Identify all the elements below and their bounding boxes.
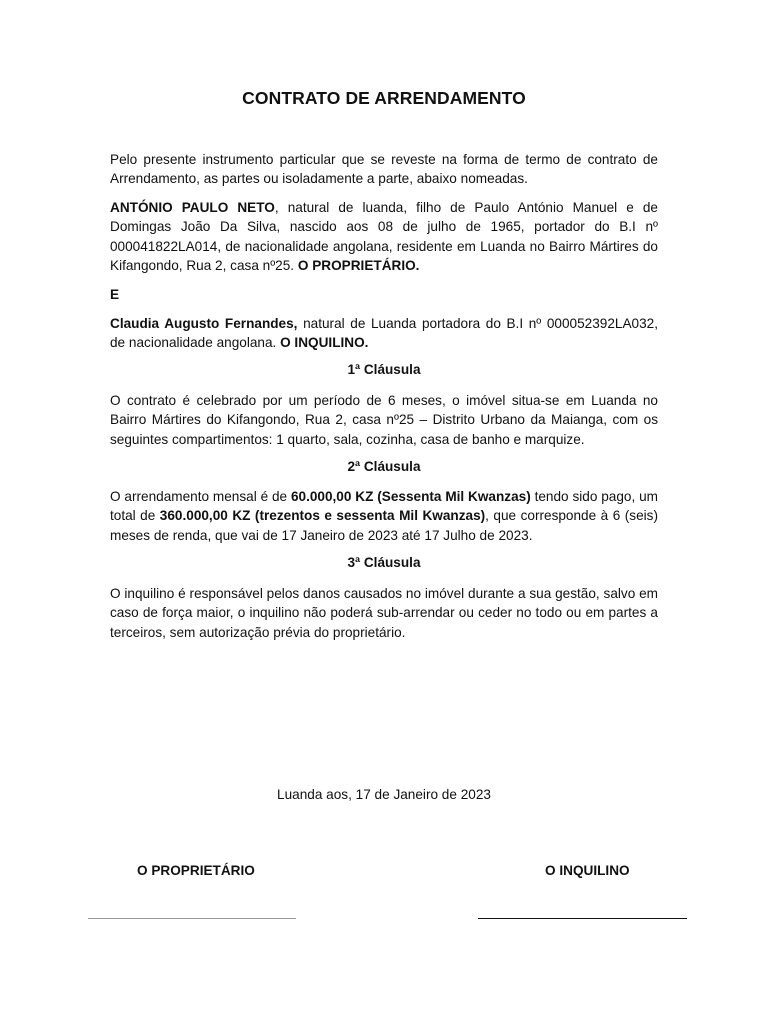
tenant-signature-line [478, 918, 687, 919]
clause2-text [110, 487, 658, 545]
clause3-text: O inquilino é responsável pelos danos causados no imóvel durante a sua gestão, salvo em caso de força maior, o inquilino não poderá sub-arrendar ou ceder no todo ou em partes a terceiros, sem autorização prévia do proprietário. [110, 586, 658, 640]
landlord-signature-label: O PROPRIETÁRIO [137, 863, 255, 878]
conjunction: E [110, 287, 120, 302]
party1-details: , natural de luanda, filho de Paulo António Manuel e de Domingas João Da Silva, nascido aos 08 de julho de 1965, portador do B.I nº 000041822LA014, de nacionalidade angolana, residente em Luanda no Bairro Mártires do Kifangondo, Rua 2, casa nº25. [110, 200, 658, 274]
party1-paragraph [110, 198, 658, 276]
intro-paragraph: Pelo presente instrumento particular que se reveste na forma de termo de contrato de Arrendamento, as partes ou isoladamente a parte, abaixo nomeadas. [110, 152, 658, 187]
clause2-text-part: O arrendamento mensal é de [110, 489, 291, 504]
party2-details: natural de Luanda portadora do B.I nº 000052392LA032, de nacionalidade angolana. [110, 316, 658, 351]
clause2-text-part: tendo sido pago, um total de [110, 489, 658, 524]
place-date: Luanda aos, 17 de Janeiro de 2023 [277, 787, 491, 802]
tenant-signature-label: O INQUILINO [545, 863, 630, 878]
party1-role: O PROPRIETÁRIO. [297, 258, 420, 274]
party1-name: ANTÓNIO PAULO NETO [110, 200, 275, 215]
party2-paragraph [110, 314, 658, 353]
party2-role: O INQUILINO. [280, 335, 369, 351]
clause1-heading: 1ª Cláusula [347, 362, 421, 377]
clause2-heading: 2ª Cláusula [347, 459, 421, 474]
clause3-heading: 3ª Cláusula [347, 555, 421, 570]
clause1-text: O contrato é celebrado por um período de 6 meses, o imóvel situa-se em Luanda no Bairro Mártires do Kifangondo, Rua 2, casa nº25 – Distrito Urbano da Maianga, com os seguintes compartimentos: 1 quarto, sala, cozinha, casa de banho e marquize. [110, 393, 658, 447]
document-title: CONTRATO DE ARRENDAMENTO [242, 88, 526, 108]
total-rent-amount: 360.000,00 KZ (trezentos e sessenta Mil Kwanzas) [159, 508, 486, 524]
clause2-text-part: , que corresponde à 6 (seis) meses de renda, que vai de 17 Janeiro de 2023 até 17 Julho de 2023. [110, 508, 658, 543]
landlord-signature-line [88, 918, 296, 919]
monthly-rent-amount: 60.000,00 KZ (Sessenta Mil Kwanzas) [290, 489, 531, 504]
party2-name: Claudia Augusto Fernandes, [110, 316, 298, 331]
